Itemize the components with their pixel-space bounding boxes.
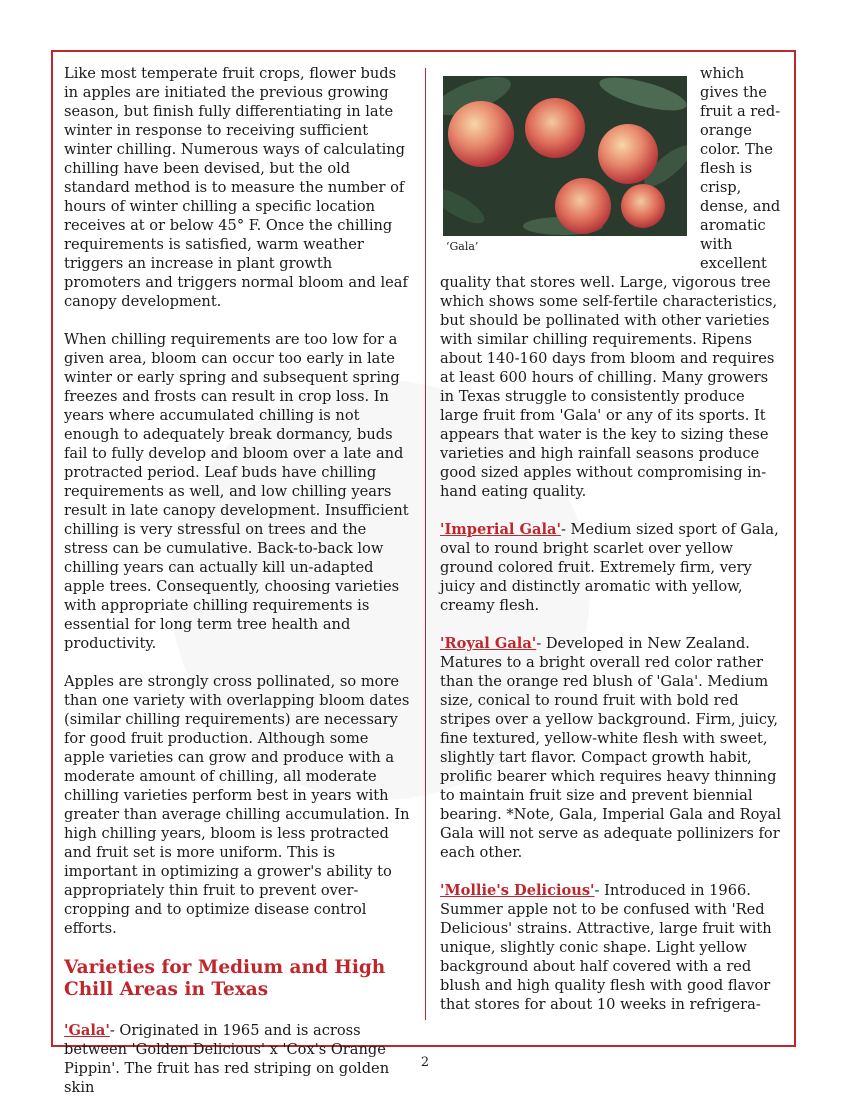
- right-column: [440, 64, 786, 1033]
- variety-mollies-delicious-name: 'Mollie's Delicious': [440, 882, 595, 899]
- variety-imperial-gala-name: 'Imperial Gala': [440, 521, 561, 538]
- variety-royal-gala: [440, 634, 786, 862]
- column-divider: [425, 68, 426, 1020]
- left-column: [64, 64, 412, 1116]
- variety-gala-text: - Originated in 1965 and is across between 'Golden Delicious' x 'Cox's Orange Pippin'. The fruit has red striping on golden skin: [64, 1022, 390, 1096]
- variety-mollies-delicious-text: - Introduced in 1966. Summer apple not to be confused with 'Red Delicious' strains. Attractive, large fruit with unique, slightly conic shape. Light yellow background about half covered with a red blush and high quality flesh with good flavor that stores for about 10 weeks in refrigera-: [440, 882, 772, 1013]
- section-heading: Varieties for Medium and High Chill Areas in Texas: [64, 957, 386, 1000]
- gala-apple-photo: [443, 76, 687, 236]
- photo-caption: ‘Gala’: [446, 240, 479, 253]
- paragraph-cross-pollination: Apples are strongly cross pollinated, so more than one variety with overlapping bloom dates (similar chilling requirements) are necessary for good fruit production. Although some apple varieties can grow and produce with a moderate amount of chilling, all moderate chilling varieties perform best in years with greater than average chilling accumulation. In high chilling years, bloom is less protracted and fruit set is more uniform. This is important in optimizing a grower's ability to appropriately thin fruit to prevent over-cropping and to optimize disease control efforts.: [64, 673, 410, 937]
- variety-imperial-gala-text: - Medium sized sport of Gala, oval to round bright scarlet over yellow ground colored fruit. Extremely firm, very juicy and distinctly aromatic with yellow, creamy flesh.: [440, 521, 779, 614]
- variety-mollies-delicious: [440, 881, 786, 1014]
- page-number: 2: [420, 1055, 430, 1070]
- variety-gala-name: 'Gala': [64, 1022, 110, 1039]
- paragraph-chilling-intro: Like most temperate fruit crops, flower buds in apples are initiated the previous growing season, but finish fully differentiating in late winter in response to receiving sufficient winter chilling. Numerous ways of calculating chilling have been devised, but the old standard method is to measure the number of hours of winter chilling a specific location receives at or below 45° F. Once the chilling requirements is satisfied, warm weather triggers an increase in plant growth promoters and triggers normal bloom and leaf canopy development.: [64, 65, 408, 310]
- variety-royal-gala-text: - Developed in New Zealand. Matures to a bright overall red color rather than the orange red blush of 'Gala'. Medium size, conical to round fruit with bold red stripes over a yellow background. Firm, juicy, fine textured, yellow-white flesh with sweet, slightly tart flavor. Compact growth habit, prolific bearer which requires heavy thinning to maintain fruit size and prevent biennial bearing. *Note, Gala, Imperial Gala and Royal Gala will not serve as adequate pollinizers for each other.: [440, 635, 782, 861]
- variety-imperial-gala: [440, 520, 786, 615]
- variety-royal-gala-name: 'Royal Gala': [440, 635, 537, 652]
- paragraph-low-chilling: When chilling requirements are too low for a given area, bloom can occur too early in late winter or early spring and subsequent spring freezes and frosts can result in crop loss. In years where accumulated chilling is not enough to adequately break dormancy, buds fail to fully develop and bloom over a late and protracted period. Leaf buds have chilling requirements as well, and low chilling years result in late canopy development. Insufficient chilling is very stressful on trees and the stress can be cumulative. Back-to-back low chilling years can actually kill un-adapted apple trees. Consequently, choosing varieties with appropriate chilling requirements is essential for long term tree health and productivity.: [64, 331, 409, 652]
- gala-photo-figure: [440, 64, 692, 260]
- variety-gala-continued: which gives the fruit a red-orange color. The flesh is crisp, dense, and aromatic with excellent quality that stores well. Large, vigorous tree which shows some self-fertile characteristics, but should be pollinated with other varieties with similar chilling requirements. Ripens about 140-160 days from bloom and requires at least 600 hours of chilling. Many growers in Texas struggle to consistently produce large fruit from 'Gala' or any of its sports. It appears that water is the key to sizing these varieties and high rainfall seasons produce good sized apples without compromising in-hand eating quality.: [440, 65, 781, 500]
